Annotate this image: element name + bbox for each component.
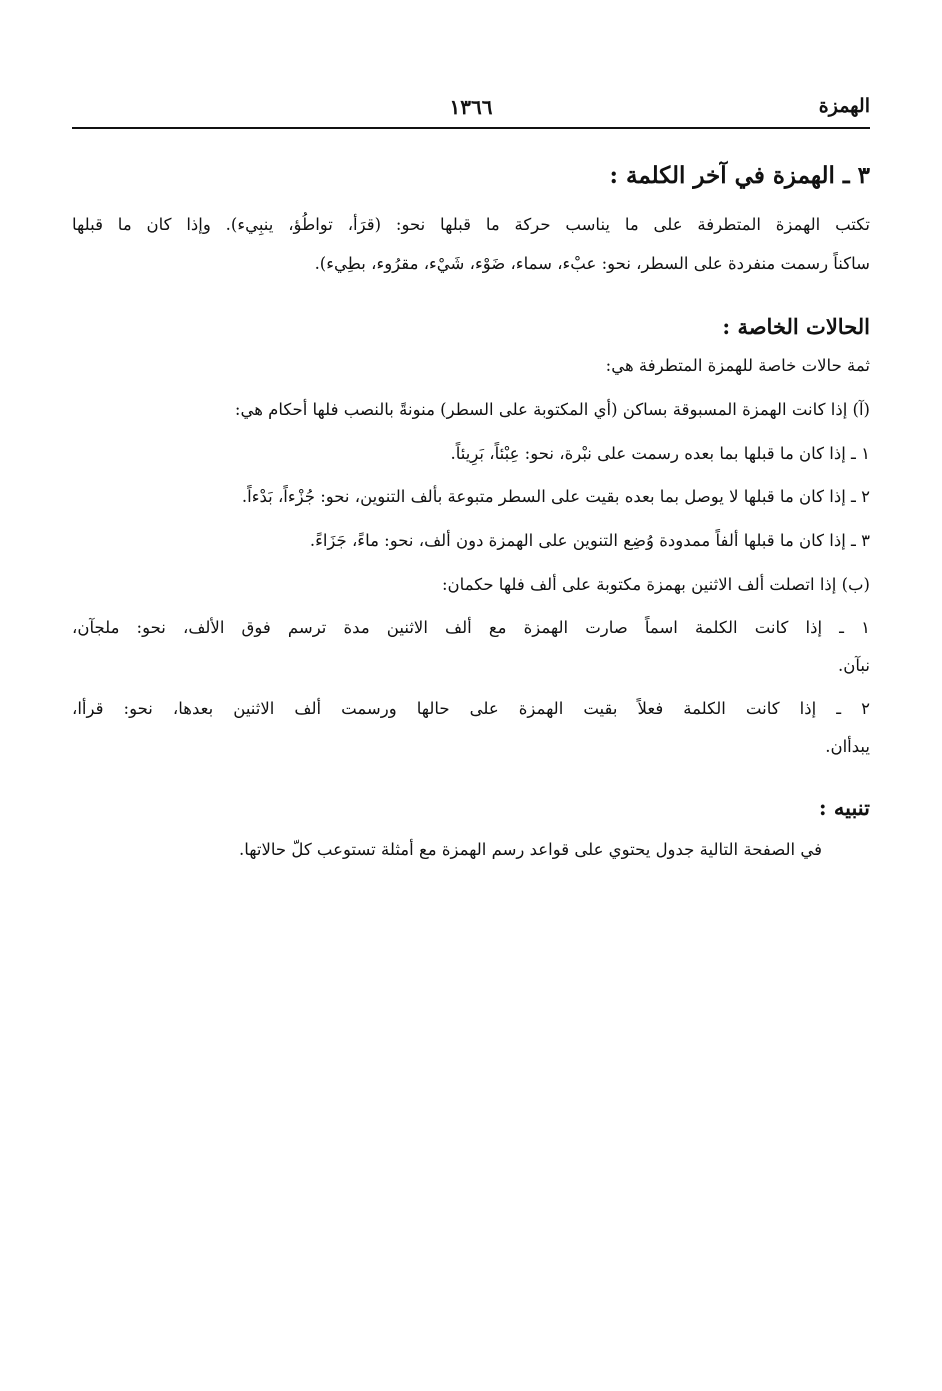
subsection-heading: الحالات الخاصة : — [722, 314, 870, 339]
note-text: في الصفحة التالية جدول يحتوي على قواعد رسم الهمزة مع أمثلة تستوعب كلّ حالاتها. — [238, 840, 822, 859]
section-heading: ٣ ـ الهمزة في آخر الكلمة : — [609, 162, 870, 189]
list-item-continuation: نبآن. — [838, 656, 870, 675]
paragraph-line: تكتب الهمزة المتطرفة على ما يناسب حركة ما قبلها نحو: (قرَأ، تواطُؤ، ينبِيء). وإذا كان ما قبلها — [72, 215, 870, 234]
list-item: ١ ـ إذا كانت الكلمة اسماً صارت الهمزة مع ألف الاثنين مدة ترسم فوق الألف، نحو: ملجآن، — [72, 618, 870, 637]
list-item: ٣ ـ إذا كان ما قبلها ألفاً ممدودة وُضِع التنوين على الهمزة دون ألف، نحو: ماءً، جَزَاءً. — [309, 531, 870, 550]
intro-line: ثمة حالات خاصة للهمزة المتطرفة هي: — [605, 356, 870, 375]
note-heading: تنبيه : — [818, 795, 870, 820]
running-header-title: الهمزة — [818, 95, 870, 117]
list-item-continuation: يبدأان. — [825, 737, 870, 756]
paragraph-line: ساكناً رسمت منفردة على السطر، نحو: عبْء، سماء، ضَوْء، شَيْء، مقرُوء، بطِيء). — [314, 254, 870, 273]
list-item: ٢ ـ إذا كانت الكلمة فعلاً بقيت الهمزة على حالها ورسمت ألف الاثنين بعدها، نحو: قرأا، — [72, 699, 870, 718]
list-heading-a: (آ) إذا كانت الهمزة المسبوقة بساكن (أي المكتوبة على السطر) منونةً بالنصب فلها أحكام هي: — [234, 400, 870, 419]
page-number: ١٣٦٦ — [449, 95, 493, 119]
list-item: ١ ـ إذا كان ما قبلها بما بعده رسمت على نبْرة، نحو: عِبْئاً، بَرِيئاً. — [450, 444, 870, 463]
list-item: ٢ ـ إذا كان ما قبلها لا يوصل بما بعده بقيت على السطر متبوعة بألف التنوين، نحو: جُزْءاً، بَدْءاً. — [241, 487, 870, 506]
list-heading-b: (ب) إذا اتصلت ألف الاثنين بهمزة مكتوبة على ألف فلها حكمان: — [442, 575, 870, 594]
running-header — [0, 95, 942, 119]
header-rule — [72, 127, 870, 129]
